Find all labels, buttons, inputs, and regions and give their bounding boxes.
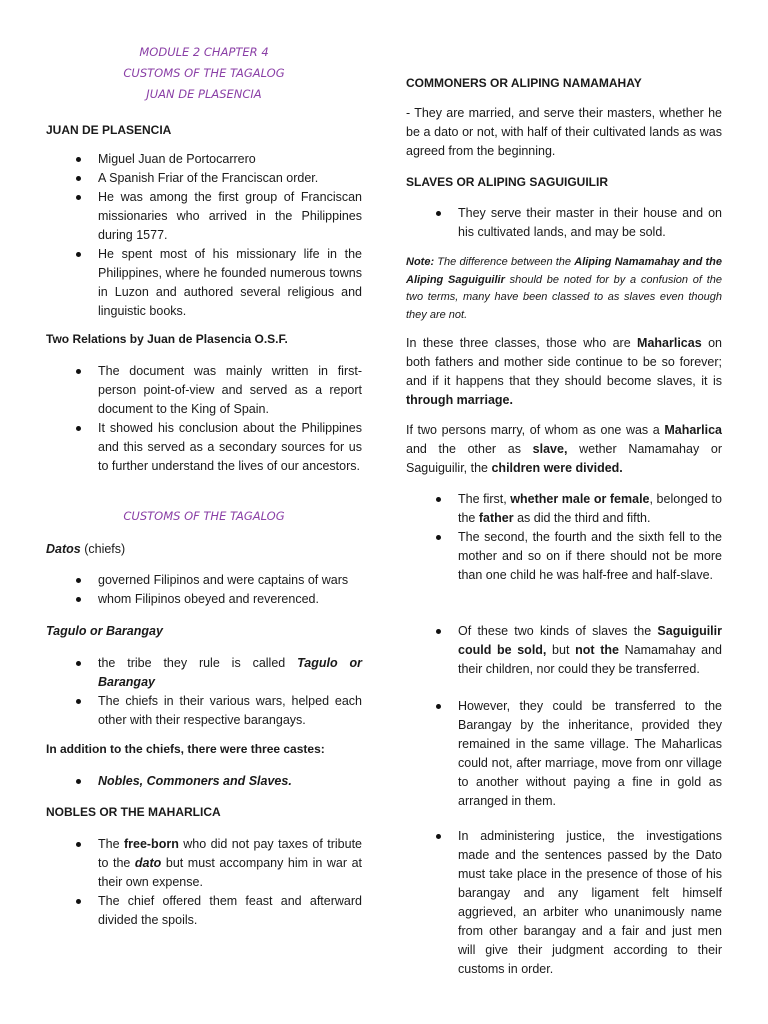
castes-bullet-list xyxy=(46,772,362,791)
note-paragraph xyxy=(406,254,722,324)
list-item xyxy=(46,654,362,692)
customs-subtitle: CUSTOMS OF THE TAGALOG xyxy=(123,509,285,523)
p1-c: on both fathers and mother side continue to be so forever; and if it happens that they should become slaves, it is xyxy=(406,336,722,388)
note-c: should be noted for by a confusion of the two terms, many have been classed to as slaves even though they are not. xyxy=(406,273,722,321)
list-item: It showed his conclusion about the Philippines and this served as a secondary sources for us to further understand the lives of our ancestors. xyxy=(46,419,362,476)
list-item: governed Filipinos and were captains of wars xyxy=(46,571,362,590)
castes-heading: In addition to the chiefs, there were three castes: xyxy=(46,742,325,756)
b1-d: father xyxy=(478,511,514,525)
marriage-paragraph xyxy=(406,421,722,478)
nobles-b1-a: The xyxy=(98,837,124,851)
list-item: He was among the first group of Franciscan missionaries who arrived in the Philippines during 1577. xyxy=(46,188,362,245)
nobles-b1-e: but must accompany him in war at their own expense. xyxy=(98,856,363,889)
justice-bullet-list xyxy=(406,827,722,979)
datos-bullet-list xyxy=(46,571,362,609)
list-item: The chiefs in their various wars, helped each other with their respective barangays. xyxy=(46,692,362,730)
list-item: Nobles, Commoners and Slaves. xyxy=(46,772,362,791)
nobles-b1-c: who did not pay taxes of tribute to the xyxy=(98,837,362,870)
list-item: The second, the fourth and the sixth fell to the mother and so on if there should not be more than one child he was half-free and half-slave. xyxy=(406,528,722,585)
tagulo-bullet-list xyxy=(46,654,362,730)
p2-d: slave, xyxy=(532,442,568,456)
children-bullet-list xyxy=(406,490,722,585)
note-a: The difference between the xyxy=(434,256,575,268)
list-item xyxy=(406,622,722,679)
list-item: However, they could be transferred to the Barangay by the inheritance, provided they remained in the same village. The Maharlicas could not, after marriage, move from onr village to another without paying a fine in gold as arranged in them. xyxy=(406,697,722,811)
list-item: whom Filipinos obeyed and reverenced. xyxy=(46,590,362,609)
p2-b: Maharlica xyxy=(664,423,722,437)
classes-paragraph xyxy=(406,334,722,410)
b3-e: Namamahay and their children, nor could they be transferred. xyxy=(458,643,722,676)
tagulo-b1-text: the tribe they rule is called xyxy=(98,656,298,670)
slaves-heading: SLAVES OR ALIPING SAGUIGUILIR xyxy=(406,175,609,189)
note-label: Note: xyxy=(406,256,435,268)
p2-f: children were divided. xyxy=(491,461,623,475)
p1-b: Maharlicas xyxy=(637,336,702,350)
transfer-bullet-list xyxy=(406,697,722,811)
b3-d: not the xyxy=(575,643,619,657)
b3-c: but xyxy=(546,643,576,657)
list-item: The document was mainly written in first-person point-of-view and served as a report document to the King of Spain. xyxy=(46,362,362,419)
nobles-heading: NOBLES OR THE MAHARLICA xyxy=(46,805,221,819)
b1-c: , belonged to the xyxy=(458,492,722,525)
customs-title: CUSTOMS OF THE TAGALOG xyxy=(123,66,285,80)
commoners-text: - They are married, and serve their masters, whether he be a dato or not, with half of their cultivated lands as was agreed from the beginning. xyxy=(406,106,722,158)
datos-heading xyxy=(46,540,362,559)
p2-c: and the other as xyxy=(406,442,533,456)
nobles-b1-d: dato xyxy=(134,856,162,870)
list-item: Miguel Juan de Portocarrero xyxy=(46,150,362,169)
commoners-heading: COMMONERS OR ALIPING NAMAMAHAY xyxy=(406,76,642,90)
note-b: Aliping Namamahay and the Aliping Saguiguilir xyxy=(406,256,722,286)
p2-e: wether Namamahay or Saguiguilir, the xyxy=(406,442,722,475)
saguiguilir-bullet-list xyxy=(406,622,722,679)
list-item xyxy=(46,835,362,892)
b1-a: The first, xyxy=(458,492,511,506)
p1-d: through marriage. xyxy=(406,393,513,407)
datos-rest: (chiefs) xyxy=(80,542,126,556)
tagulo-b1-bold: Tagulo or Barangay xyxy=(98,656,362,689)
module-title: MODULE 2 CHAPTER 4 xyxy=(139,45,269,59)
list-item: He spent most of his missionary life in the Philippines, where he founded numerous towns in Luzon and authored several religious and linguistic books. xyxy=(46,245,362,321)
relations-heading: Two Relations by Juan de Plasencia O.S.F. xyxy=(46,332,288,346)
b3-a: Of these two kinds of slaves the xyxy=(458,624,658,638)
p1-a: In these three classes, those who are xyxy=(406,336,638,350)
nobles-bullet-list xyxy=(46,835,362,930)
juan-bullet-list xyxy=(46,150,362,321)
author-title: JUAN DE PLASENCIA xyxy=(146,87,262,101)
list-item: The chief offered them feast and afterward divided the spoils. xyxy=(46,892,362,930)
list-item: A Spanish Friar of the Franciscan order. xyxy=(46,169,362,188)
p2-a: If two persons marry, of whom as one was a xyxy=(406,423,665,437)
relations-bullet-list xyxy=(46,362,362,476)
juan-heading: JUAN DE PLASENCIA xyxy=(46,123,172,137)
slaves-bullet-list xyxy=(406,204,722,242)
list-item: In administering justice, the investigations made and the sentences passed by the Dato must take place in the presence of those of his barangay and any ligament felt himself aggrieved, an arbiter who unanimously name from other barangay and a fair and just men will give their judgment according to their customs in order. xyxy=(406,827,722,979)
b1-e: as did the third and fifth. xyxy=(513,511,651,525)
tagulo-heading: Tagulo or Barangay xyxy=(46,624,163,638)
list-item: They serve their master in their house and on his cultivated lands, and may be sold. xyxy=(406,204,722,242)
b1-b: whether male or female xyxy=(510,492,650,506)
list-item xyxy=(406,490,722,528)
b3-b: Saguiguilir could be sold, xyxy=(458,624,722,657)
datos-term: Datos xyxy=(46,542,81,556)
nobles-b1-b: free-born xyxy=(123,837,179,851)
